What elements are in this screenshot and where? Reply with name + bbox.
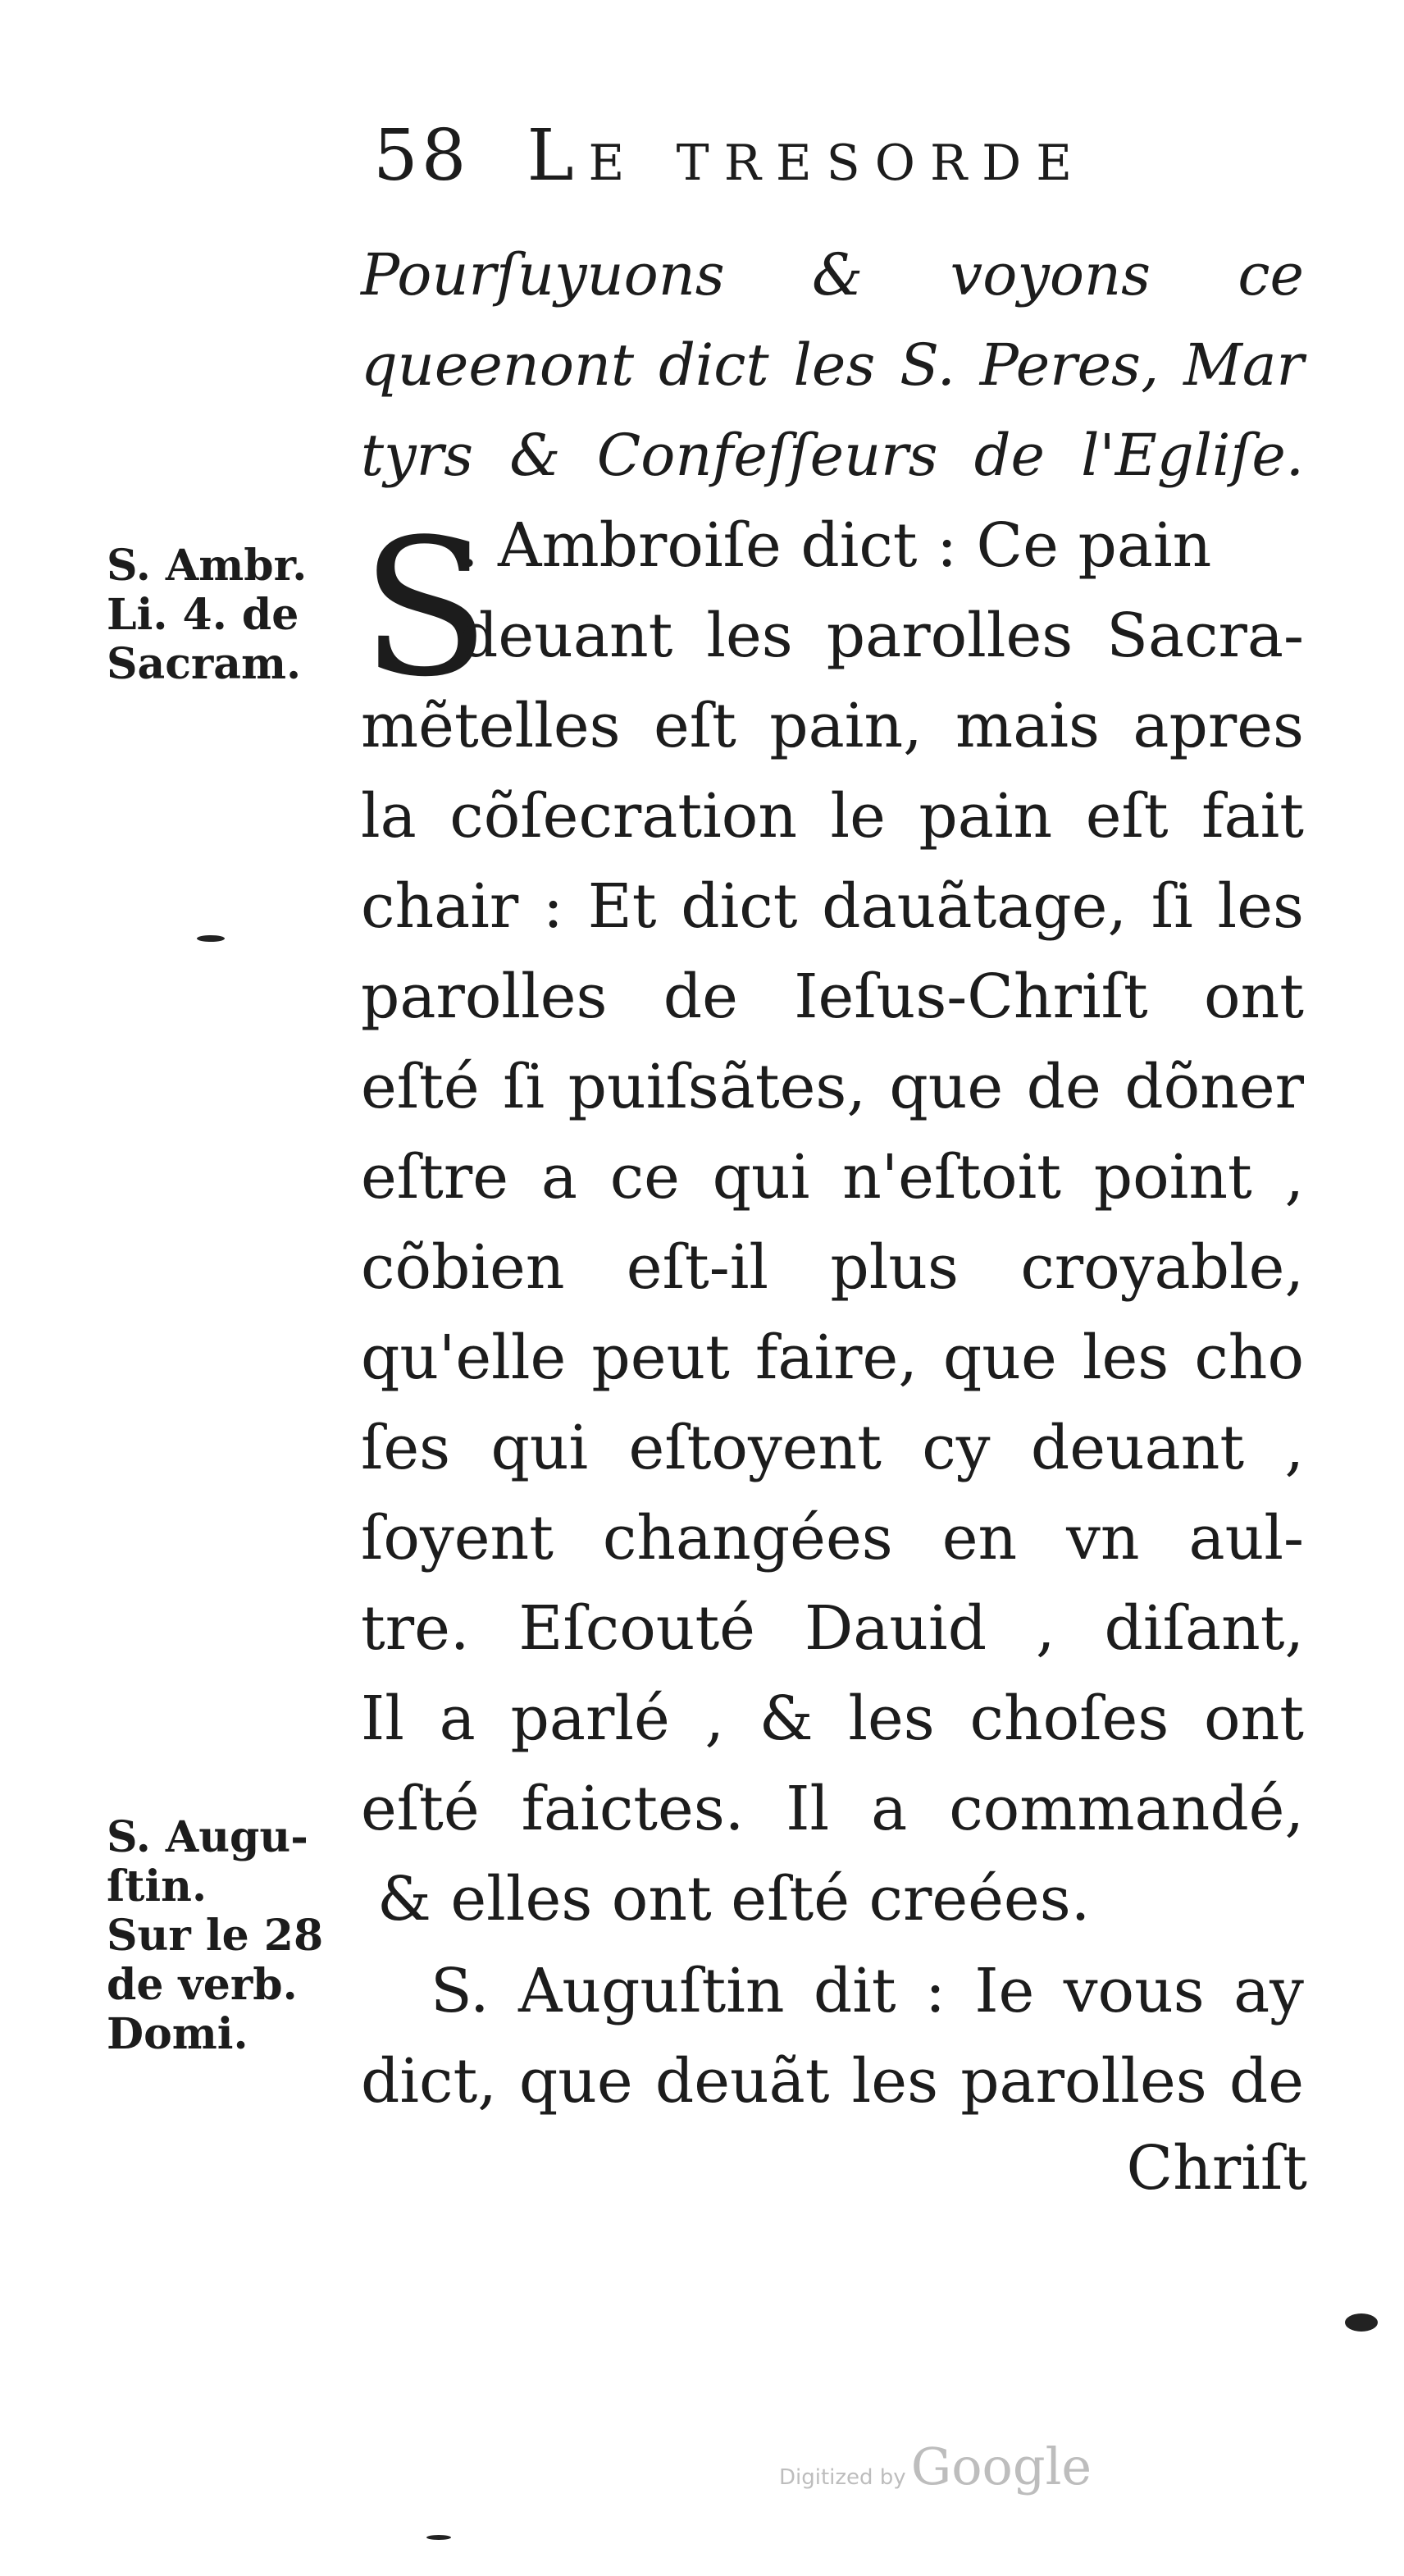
text-line-first xyxy=(459,510,1304,581)
text-line: eſtre a ce qui n'eſtoit point , xyxy=(361,1142,1304,1213)
margin-note-line: de verb. xyxy=(107,1960,298,2010)
text-line: tre. Eſcouté Dauid , diſant, xyxy=(361,1593,1304,1664)
text-line: Il a parlé , & les choſes ont xyxy=(361,1683,1304,1754)
text-line: & elles ont eſté creées. xyxy=(377,1864,1091,1934)
watermark-logo: Google xyxy=(910,2437,1092,2496)
first-line-text: . Ambroiſe dict : Ce pain xyxy=(459,510,1212,581)
page-header xyxy=(373,115,1275,205)
text-line: qu'elle peut faire, que les cho xyxy=(361,1322,1304,1393)
running-title: Le tresorde xyxy=(526,115,1087,197)
text-line: cõbien eſt-il plus croyable, xyxy=(361,1232,1304,1303)
watermark-prefix: Digitized by xyxy=(779,2465,906,2490)
text-line: queenont dict les S. Peres, Mar xyxy=(361,331,1304,399)
margin-note-ambrose xyxy=(107,541,353,689)
margin-note-line: Domi. xyxy=(107,2009,248,2059)
text-line: tyrs & Confeſſeurs de l'Egliſe. xyxy=(361,422,1304,489)
margin-note-line: Li. 4. de xyxy=(107,590,299,640)
text-line: eſté ſi puiſsãtes, que de dõner xyxy=(361,1052,1304,1122)
text-line: S. Auguſtin dit : Ie vous ay xyxy=(431,1956,1304,2026)
digitized-watermark xyxy=(779,2437,1092,2496)
text-line: deuant les parolles Sacra- xyxy=(459,601,1304,671)
text-line: eſté faictes. Il a commandé, xyxy=(361,1774,1304,1844)
text-line: la cõſecration le pain eſt fait xyxy=(361,781,1304,852)
text-line: Pourſuyuons & voyons ce xyxy=(361,241,1304,308)
text-line: mẽtelles eſt pain, mais apres xyxy=(361,691,1304,761)
catchword: Chriſt xyxy=(1126,2133,1307,2204)
ink-speck xyxy=(426,2535,451,2540)
ink-speck xyxy=(1345,2313,1378,2332)
page-number: 58 xyxy=(373,115,470,197)
text-line: ſes qui eſtoyent cy deuant , xyxy=(361,1413,1304,1483)
drop-cap: S xyxy=(361,500,490,719)
margin-note-line: Sur le 28 xyxy=(107,1911,324,1961)
text-line: dict, que deuãt les parolles de xyxy=(361,2046,1304,2117)
ink-speck xyxy=(197,935,225,942)
margin-note-augustine xyxy=(107,1813,353,2059)
text-line: parolles de Ieſus-Chriſt ont xyxy=(361,961,1304,1032)
margin-note-line: Sacram. xyxy=(107,639,302,689)
text-line: ſoyent changées en vn aul- xyxy=(361,1503,1304,1573)
margin-note-line: S. Augu- xyxy=(107,1812,308,1862)
text-line: chair : Et dict dauãtage, ſi les xyxy=(361,871,1304,942)
margin-note-line: ſtin. xyxy=(107,1861,207,1911)
margin-note-line: S. Ambr. xyxy=(107,541,308,591)
